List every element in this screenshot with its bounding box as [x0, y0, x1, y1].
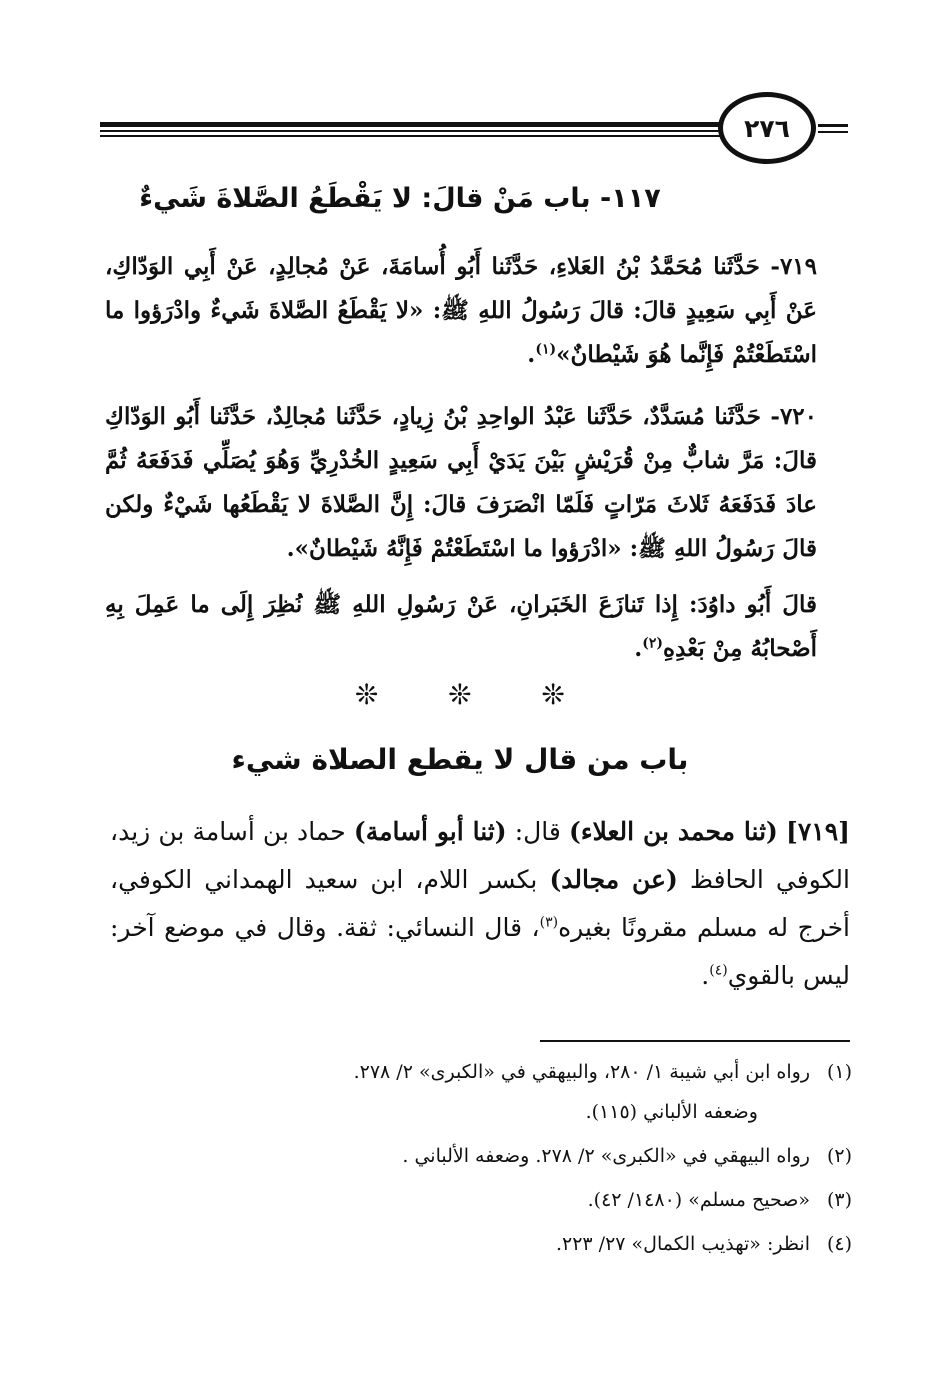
commentary-text-4: ، قال النسائي: ثقة. وقال في موضع آخر: ليس بالقوي	[110, 913, 850, 990]
commentary-text-2: حماد بن أسامة بن زيد، الكوفي الحافظ	[110, 817, 850, 894]
page-number-badge	[718, 92, 816, 164]
section-separator: ❊ ❊ ❊	[355, 678, 595, 711]
quoted-narrator-2: (ثنا أبو أسامة)	[353, 817, 507, 846]
quoted-narrator-1: (ثنا محمد بن العلاء)	[569, 817, 778, 846]
hadith-number-ref: [٧١٩]	[786, 817, 850, 846]
quoted-narrator-3: (عن مجالد)	[549, 865, 678, 894]
page-number: ٢٧٦	[744, 113, 790, 143]
footnote-number: (٣)	[826, 1189, 852, 1211]
hadith-720: ٧٢٠- حَدَّثَنا مُسَدَّدٌ، حَدَّثَنا عَبْدُ الواحِدِ بْنُ زِيادٍ، حَدَّثَنا مُجالِدٌ، حَدَّثَنا أَبُو الوَدّاكِ قالَ: مَرَّ شابٌّ مِنْ قُرَيْشٍ بَيْنَ يَدَيْ أَبِي سَعِيدٍ الخُدْرِيِّ وَهُوَ يُصَلِّي فَدَفَعَهُ ثُمَّ عادَ فَدَفَعَهُ ثَلاثَ مَرّاتٍ فَلَمّا انْصَرَفَ قالَ: إِنَّ الصَّلاةَ لا يَقْطَعُها شَيْءٌ ولكن قالَ رَسُولُ اللهِ ﷺ: «ادْرَؤوا ما اسْتَطَعْتُمْ فَإِنَّهُ شَيْطانٌ».	[105, 403, 817, 562]
footnote-ref-1[interactable]: (١)	[535, 341, 557, 358]
footnote-number: (٤)	[826, 1233, 852, 1255]
footnote-3	[200, 1185, 852, 1215]
footnote-ref-3[interactable]: (٣)	[539, 914, 559, 931]
commentary-end: .	[701, 961, 710, 990]
footnote-divider	[540, 1040, 850, 1042]
footnote-1	[200, 1057, 852, 1087]
footnote-text: رواه ابن أبي شيبة ١/ ٢٨٠، والبيهقي في «الكبرى» ٢/ ٢٧٨.	[353, 1061, 810, 1083]
footnote-2	[200, 1141, 852, 1171]
footnote-text: رواه البيهقي في «الكبرى» ٢/ ٢٧٨. وضعفه الألباني .	[402, 1145, 810, 1167]
footnote-1-continued	[200, 1097, 800, 1127]
commentary-text-3: بكسر اللام، ابن سعيد الهمداني الكوفي، أخرج له مسلم مقرونًا بغيره	[110, 865, 850, 942]
abu-dawud-note-text: قالَ أَبُو داوُدَ: إِذا تَنازَعَ الخَبَرانِ، عَنْ رَسُولِ اللهِ ﷺ نُظِرَ إِلَى ما عَمِلَ بِهِ أَصْحابُهُ مِنْ بَعْدِهِ	[105, 591, 817, 662]
hadith-719: ٧١٩- حَدَّثَنا مُحَمَّدُ بْنُ العَلاءِ، حَدَّثَنا أَبُو أُسامَةَ، عَنْ مُجالِدٍ، عَنْ أَبِي الوَدّاكِ، عَنْ أَبِي سَعِيدٍ قالَ: قالَ رَسُولُ اللهِ ﷺ: «لا يَقْطَعُ الصَّلاةَ شَيءٌ وادْرَؤوا ما اسْتَطَعْتُمْ فَإِنَّما هُوَ شَيْطانٌ»$^{(١)}$.	[105, 253, 817, 368]
commentary-text-1: قال:	[506, 817, 569, 846]
hadith-719-text: ٧١٩- حَدَّثَنا مُحَمَّدُ بْنُ العَلاءِ، حَدَّثَنا أَبُو أُسامَةَ، عَنْ مُجالِدٍ، عَنْ أَبِي الوَدّاكِ، عَنْ أَبِي سَعِيدٍ قالَ: قالَ رَسُولُ اللهِ ﷺ: «لا يَقْطَعُ الصَّلاةَ شَيءٌ وادْرَؤوا ما اسْتَطَعْتُمْ فَإِنَّما هُوَ شَيْطانٌ»	[105, 253, 817, 368]
footnote-text: وضعفه الألباني (١١٥).	[585, 1101, 758, 1123]
footnote-number: (١)	[826, 1061, 852, 1083]
footnote-ref-2[interactable]: (٢)	[642, 635, 664, 652]
commentary-paragraph	[110, 808, 850, 1000]
chapter-title: ١١٧- باب مَنْ قالَ: لا يَقْطَعُ الصَّلاةَ شَيءٌ	[139, 183, 661, 214]
header-rule	[100, 122, 720, 137]
footnote-text: «صحيح مسلم» (١٤٨٠/ ٤٢).	[587, 1189, 810, 1211]
commentary-title: باب من قال لا يقطع الصلاة شيء	[231, 743, 689, 776]
footnote-4	[200, 1229, 852, 1259]
footnote-ref-4[interactable]: (٤)	[709, 962, 728, 979]
footnote-text: انظر: «تهذيب الكمال» ٢٧/ ٢٢٣.	[555, 1233, 810, 1255]
footnote-number: (٢)	[826, 1145, 852, 1167]
abu-dawud-note: قالَ أَبُو داوُدَ: إِذا تَنازَعَ الخَبَرانِ، عَنْ رَسُولِ اللهِ ﷺ نُظِرَ إِلَى ما عَمِلَ بِهِ أَصْحابُهُ مِنْ بَعْدِهِ$^{(٢)}$.	[105, 591, 817, 662]
header-rule-tail	[818, 124, 848, 133]
